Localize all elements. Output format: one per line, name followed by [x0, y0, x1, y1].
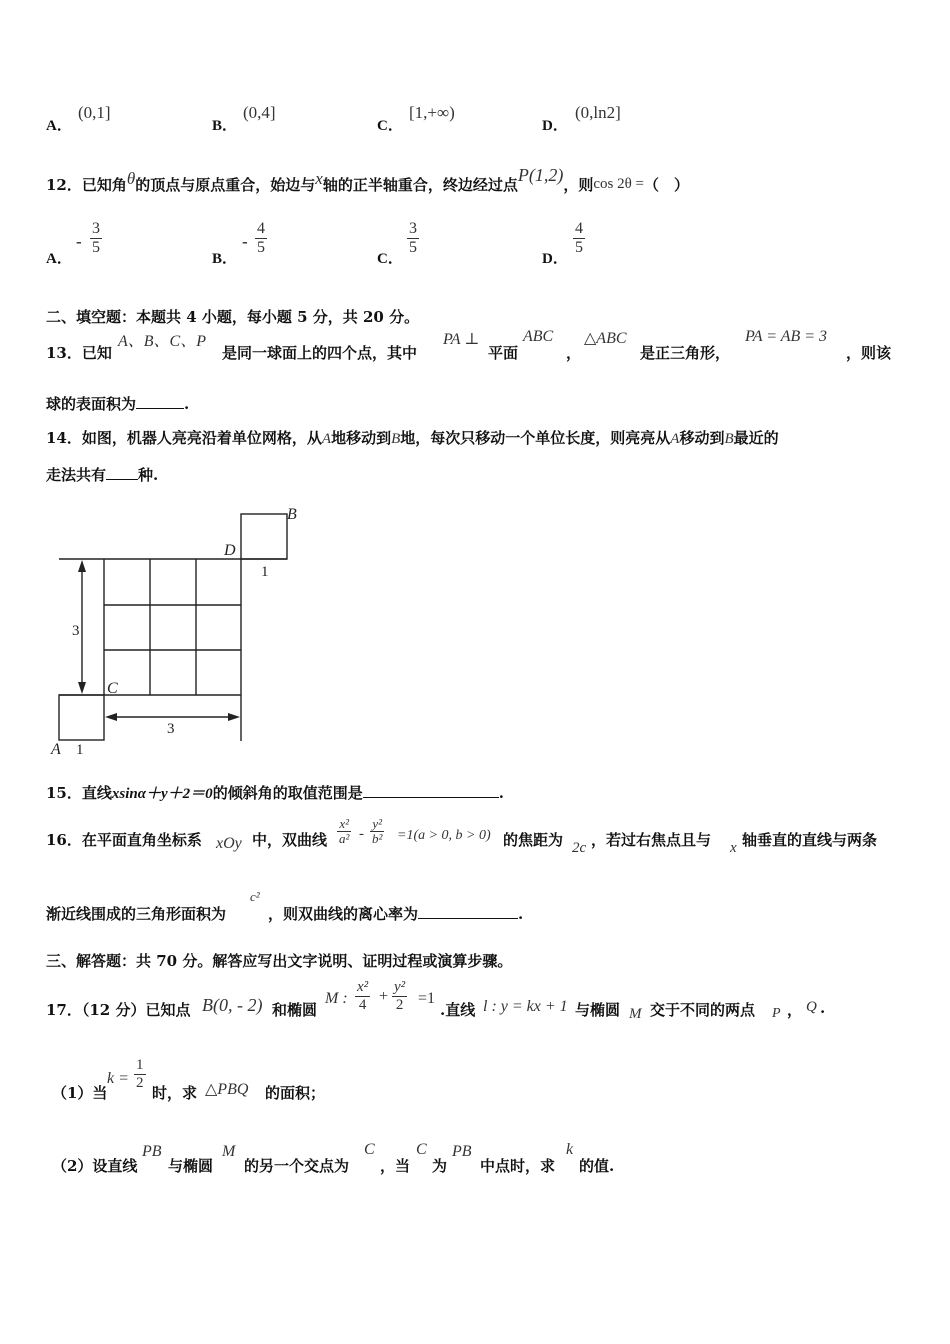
arrow-head-up	[78, 560, 86, 572]
q16-y-fraction: $\frac{\text{y²}}{\text{b²}}$	[372, 816, 383, 847]
q16-text-1: 中，双曲线	[252, 831, 328, 849]
label-three-horizontal: 3	[167, 721, 175, 737]
q13-text-4: ，则该	[846, 344, 892, 362]
q13-abc: ABC	[523, 328, 554, 345]
q17-text-4: 交于不同的两点	[650, 1001, 756, 1019]
q17-eq1: =1	[418, 990, 436, 1007]
q16-line-2-cont: ，则双曲线的离心率为 .	[268, 905, 524, 923]
q17-part1-text-2: 的面积；	[265, 1084, 326, 1102]
q16-line-2: 渐近线围成的三角形面积为	[46, 905, 227, 923]
q16-minus: -	[359, 826, 364, 842]
q17-part2-text-6: 的值.	[579, 1157, 615, 1175]
q13-line-2: 球的表面积为 .	[46, 395, 190, 413]
q17-part1-label: （1）当	[52, 1084, 108, 1102]
q12-option-d-fraction: $\frac{4}{5}$	[575, 220, 583, 256]
q17-part1-text-1: 时，求	[152, 1084, 198, 1102]
q11-option-a-value: (0,1]	[78, 103, 111, 122]
q17-point-b: B(0, - 2)	[202, 995, 263, 1015]
q17-part2-text-1: 与椭圆	[168, 1157, 214, 1175]
q17-part2-text-5: 中点时，求	[480, 1157, 556, 1175]
q13-number: 13．已知	[46, 344, 112, 362]
q12-option-b-label: B．	[212, 251, 238, 267]
q13-points: A、B、C、P	[118, 333, 206, 350]
question-12: 12．已知角θ的顶点与原点重合，始边与x轴的正半轴重合，终边经过点P(1,2)，则cos 2θ =（ ）	[46, 165, 689, 194]
q17-part2-c2: C	[416, 1141, 427, 1158]
q16-2c: 2c	[572, 840, 587, 856]
section-2-heading: 二、填空题：本题共 4 小题，每小题 5 分，共 20 分。	[46, 308, 420, 326]
q16-condition: =1(a > 0, b > 0)	[397, 828, 491, 843]
q17-m2: M	[629, 1006, 642, 1022]
q17-part2-text-4: 为	[432, 1157, 448, 1175]
q11-option-d-value: (0,ln2]	[575, 103, 621, 122]
q16-xoy: xOy	[216, 835, 242, 852]
q12-option-a-sign: -	[76, 232, 82, 251]
q17-y-fraction: $\frac{\text{y²}}{2}$	[394, 979, 406, 1013]
q17-part2-pb: PB	[142, 1143, 162, 1160]
label-three-vertical: 3	[72, 623, 80, 639]
question-15: 15．直线xsinα＋y＋2＝0的倾斜角的取值范围是 .	[46, 784, 504, 802]
q13-equation: PA = AB = 3	[745, 328, 828, 345]
q13-text-1: 是同一球面上的四个点，其中	[222, 344, 418, 362]
q12-option-d-label: D．	[542, 251, 568, 267]
q11-option-d-label: D．	[542, 118, 568, 134]
label-d: D	[224, 542, 236, 559]
q17-q: Q	[806, 999, 817, 1015]
q17-part2-m: M	[222, 1143, 236, 1160]
q12-option-b-sign: -	[242, 232, 248, 251]
question-14: 14．如图，机器人亮亮沿着单位网格，从A地移动到B地，每次只移动一个单位长度，则亮亮从A移动到B最近的	[46, 429, 779, 447]
arrow-head-right	[228, 713, 240, 721]
q12-option-c-fraction: $\frac{3}{5}$	[409, 220, 417, 256]
q17-dot: .	[820, 999, 826, 1017]
q15-answer-blank[interactable]	[363, 797, 499, 798]
label-a: A	[51, 741, 61, 758]
q17-comma: ，	[787, 1001, 803, 1019]
q16-x-fraction: $\frac{\text{x²}}{\text{a²}}$	[339, 816, 350, 847]
q17-text-3: 与椭圆	[575, 1001, 621, 1019]
b-unit-square	[241, 514, 287, 559]
a-unit-square	[59, 695, 104, 740]
q17-plus: +	[379, 988, 389, 1005]
q11-option-a-label: A．	[46, 118, 72, 134]
q14-answer-blank[interactable]	[106, 479, 138, 480]
q17-part2-label: （2）设直线	[52, 1157, 138, 1175]
q17-part1-k: k =	[107, 1070, 129, 1087]
q17-part1-fraction: $\frac{1}{2}$	[136, 1057, 144, 1091]
q11-option-b-value: (0,4]	[243, 103, 276, 122]
q17-text-2: .直线	[440, 1001, 476, 1019]
q14-line-2: 走法共有 种.	[46, 466, 159, 484]
q14-grid-figure	[44, 500, 314, 762]
q12-option-a-fraction: $\frac{3}{5}$	[92, 220, 100, 256]
q17-number: 17．（12 分）已知点	[46, 1001, 191, 1019]
arrow-head-left	[105, 713, 117, 721]
q17-part2-k: k	[566, 1141, 574, 1158]
section-3-heading: 三、解答题：共 70 分。解答应写出文字说明、证明过程或演算步骤。	[46, 952, 513, 970]
q16-text-3: ，若过右焦点且与	[591, 831, 712, 849]
q17-x-fraction: $\frac{\text{x²}}{4}$	[357, 979, 369, 1013]
q16-text-2: 的焦距为	[503, 831, 564, 849]
label-one-top: 1	[261, 564, 269, 580]
q17-part2-text-3: ，当	[380, 1157, 411, 1175]
q16-number: 16．在平面直角坐标系	[46, 831, 202, 849]
q13-text-3: 是正三角形，	[640, 344, 731, 362]
q17-m: M :	[325, 990, 348, 1007]
q17-line-l: l : y = kx + 1	[483, 998, 568, 1015]
label-c: C	[107, 680, 118, 697]
q13-answer-blank[interactable]	[136, 408, 184, 409]
q12-option-b-fraction: $\frac{4}{5}$	[257, 220, 265, 256]
q17-p: P	[772, 1006, 781, 1021]
q13-text-2: 平面	[488, 344, 519, 362]
q13-perp: PA ⊥	[443, 331, 480, 348]
q11-option-c-label: C．	[377, 118, 403, 134]
q16-x: x	[730, 840, 737, 856]
arrow-head-down	[78, 682, 86, 694]
q16-text-4: 轴垂直的直线与两条	[742, 831, 878, 849]
q16-answer-blank[interactable]	[418, 918, 518, 919]
q13-comma: ，	[566, 344, 582, 362]
q17-part2-pb2: PB	[452, 1143, 472, 1160]
label-one-bottom: 1	[76, 742, 84, 758]
q12-option-c-label: C．	[377, 251, 403, 267]
label-b: B	[287, 506, 297, 523]
q11-option-c-value: [1,+∞)	[409, 103, 455, 122]
q17-part2-text-2: 的另一个交点为	[244, 1157, 350, 1175]
q17-part2-c: C	[364, 1141, 375, 1158]
q17-text-1: 和椭圆	[272, 1001, 318, 1019]
q16-c-squared: c²	[250, 889, 260, 904]
q13-triangle: △ABC	[584, 330, 627, 347]
q17-part1-triangle: △PBQ	[205, 1081, 249, 1098]
q11-option-b-label: B．	[212, 118, 238, 134]
q12-option-a-label: A．	[46, 251, 72, 267]
